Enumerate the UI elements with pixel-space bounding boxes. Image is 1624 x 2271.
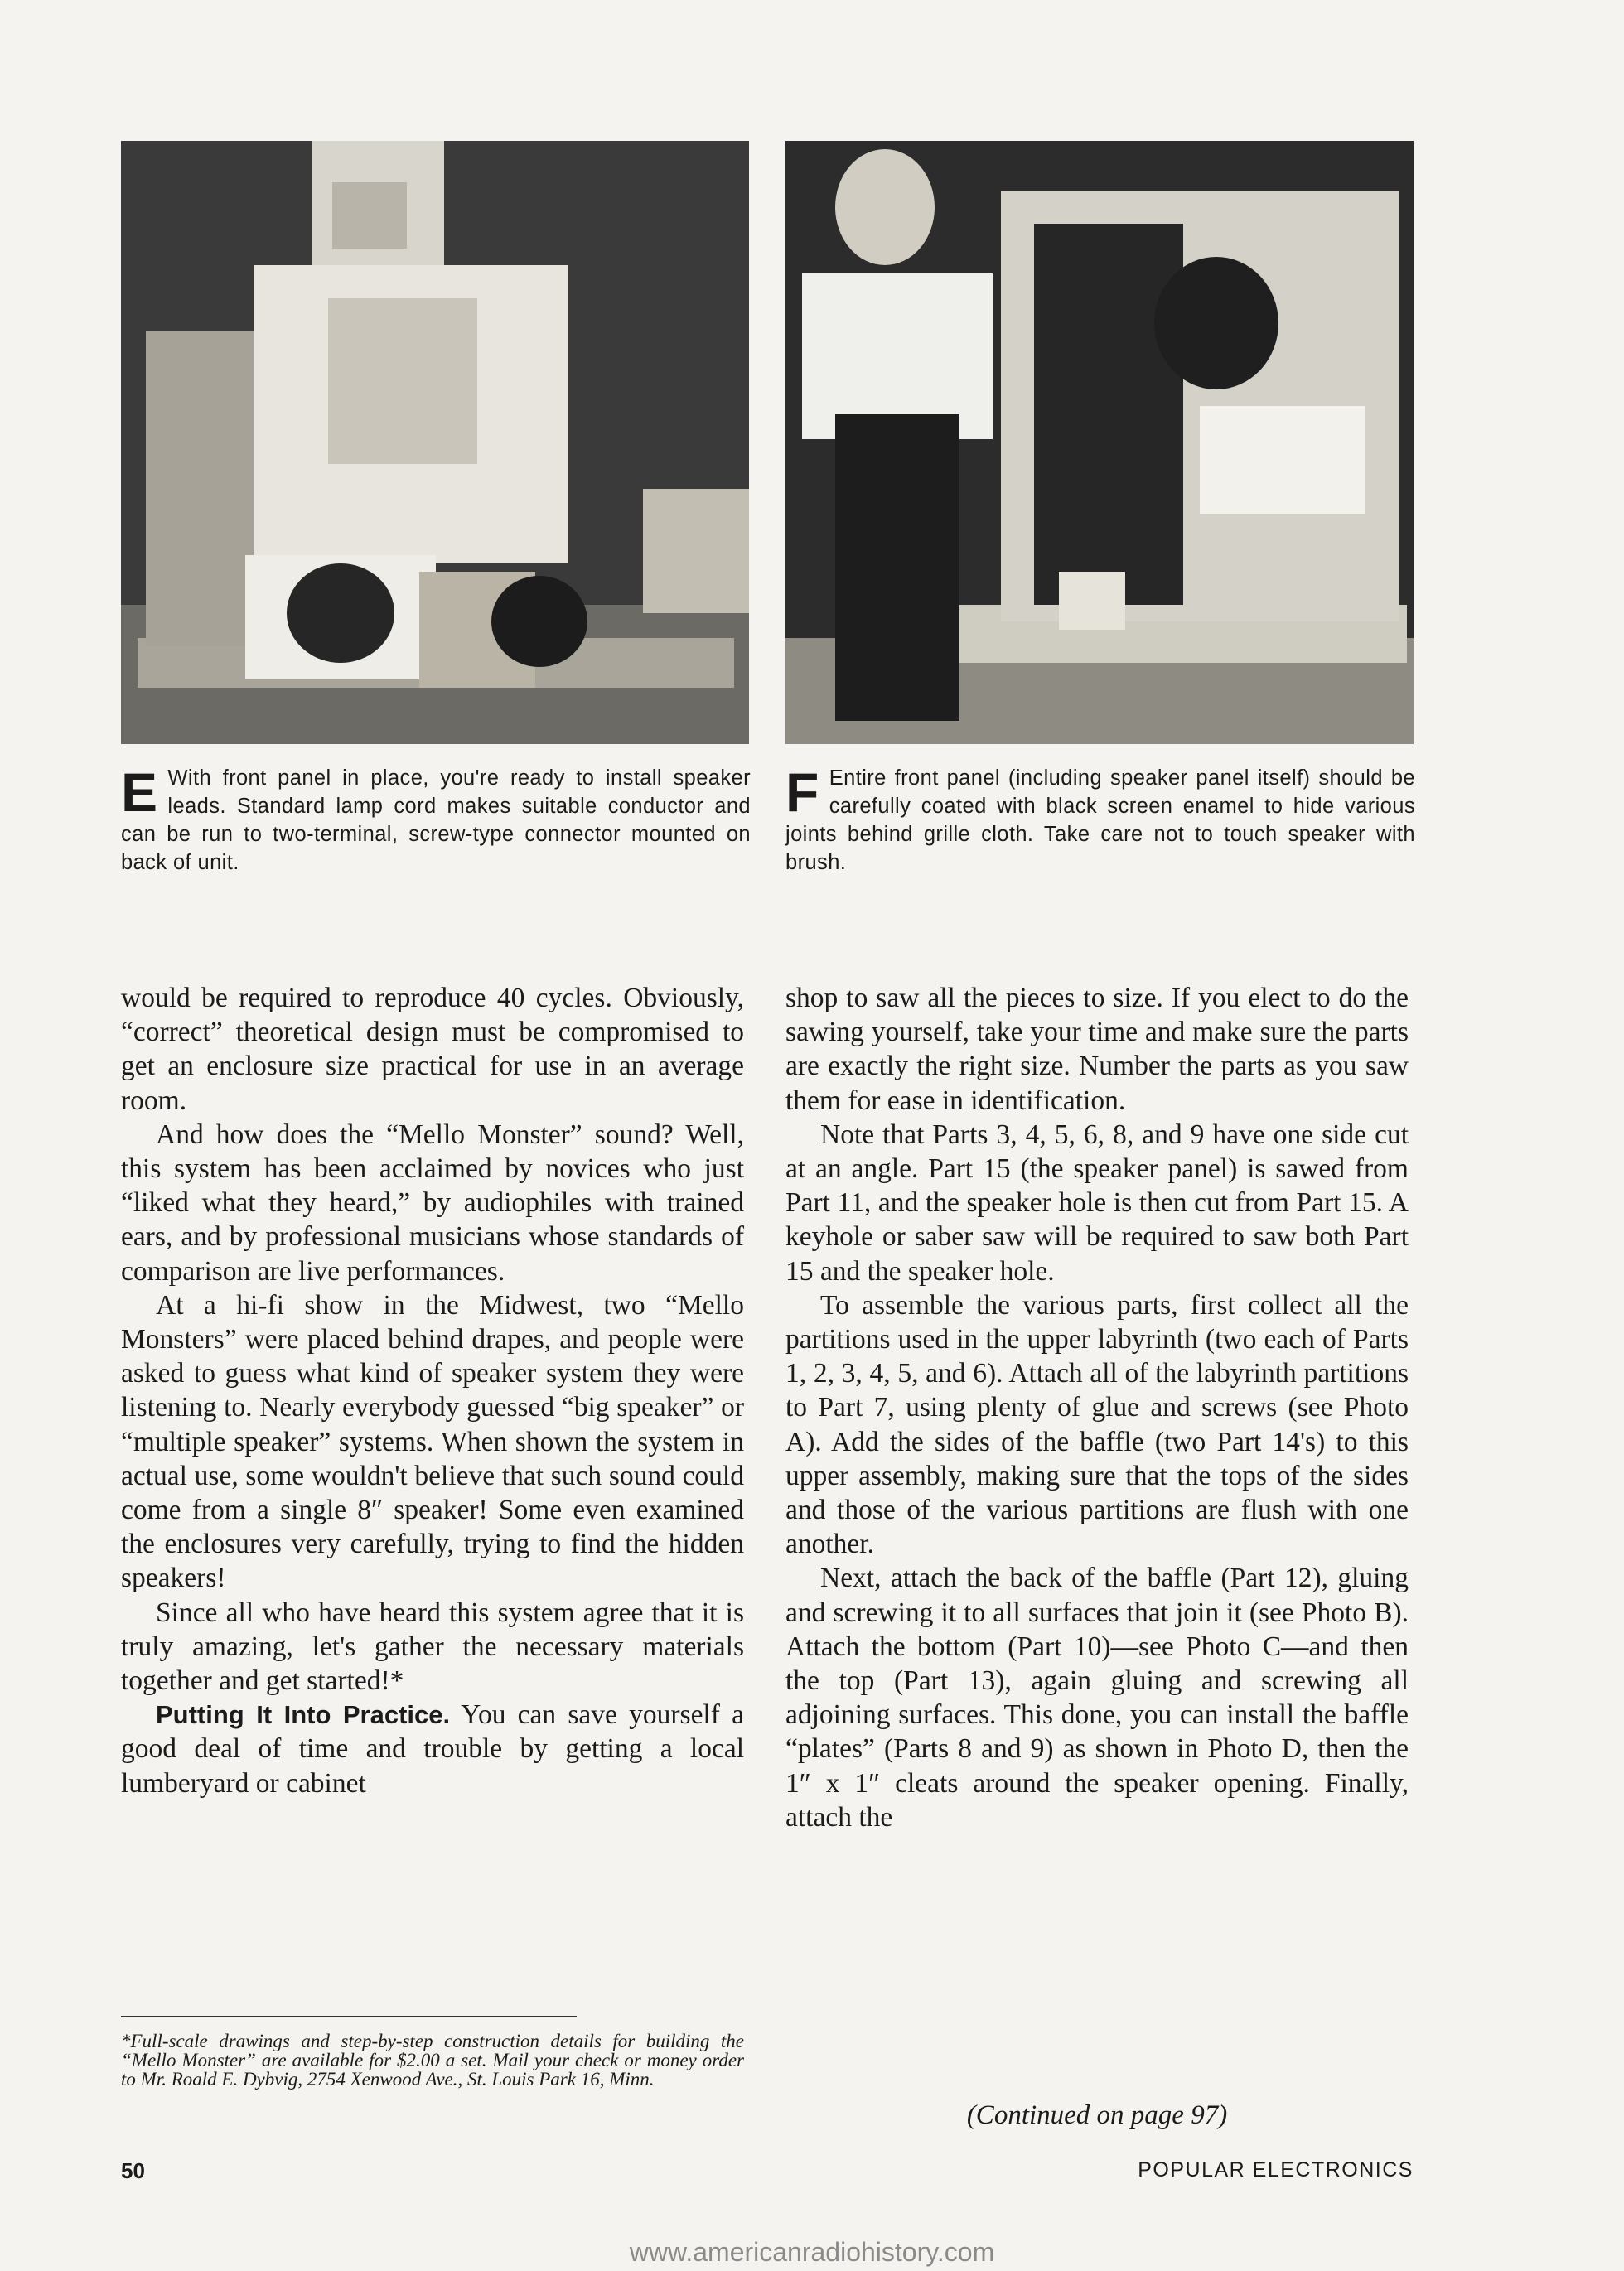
footnote-rule bbox=[121, 2016, 577, 2017]
source-url: www.americanradiohistory.com bbox=[629, 2237, 995, 2267]
photo-e-illustration bbox=[121, 141, 749, 744]
paragraph: At a hi-fi show in the Midwest, two “Mello Monsters” were placed behind drapes, and people were asked to guess what kind of speaker system they were listening to. Nearly everybody guessed “big speaker” or “multiple speaker” systems. When shown the system in actual use, some wouldn't believe that such sound could come from a single 8″ speaker! Some even examined the enclosures very carefully, trying to find the hidden speakers! bbox=[121, 1289, 744, 1594]
photo-e-caption bbox=[121, 761, 751, 877]
paragraph bbox=[121, 1698, 744, 1800]
photo-f-illustration bbox=[785, 141, 1414, 744]
caption-text: Entire front panel (including speaker panel itself) should be carefully coated with black screen enamel to hide various joints behind grille cloth. Take care not to touch speaker with brush. bbox=[785, 766, 1415, 874]
paragraph: shop to saw all the pieces to size. If you elect to do the sawing yourself, take your time and make sure the parts are exactly the right size. Number the parts as you saw them for ease in identification. bbox=[785, 983, 1409, 1116]
photo-e-front-panel-installed bbox=[121, 141, 749, 744]
photo-f-caption bbox=[785, 761, 1415, 877]
paragraph: And how does the “Mello Monster” sound? Well, this system has been acclaimed by novices who just “liked what they heard,” by audiophiles with trained ears, and by professional musicians whose standards of comparison are live performances. bbox=[121, 1119, 744, 1287]
paragraph: would be required to reproduce 40 cycles. Obviously, “correct” theoretical design must be compromised to get an enclosure size practical for use in an average room. bbox=[121, 983, 744, 1116]
caption-text: With front panel in place, you're ready to install speaker leads. Standard lamp cord makes suitable conductor and can be run to two-terminal, screw-type connector mounted on back of unit. bbox=[121, 766, 751, 874]
right-column bbox=[785, 981, 1409, 1834]
paragraph: Since all who have heard this system agree that it is truly amazing, let's gather the necessary materials together and get started!* bbox=[121, 1597, 744, 1697]
left-column bbox=[121, 981, 744, 1800]
paragraph: Note that Parts 3, 4, 5, 6, 8, and 9 have one side cut at an angle. Part 15 (the speaker panel) is sawed from Part 11, and the speaker hole is then cut from Part 15. A keyhole or saber saw will be required to saw both Part 15 and the speaker hole. bbox=[785, 1119, 1409, 1287]
paragraph: Next, attach the back of the baffle (Part 12), gluing and screwing it to all surfaces that join it (see Photo B). Attach the bottom (Part 10)—see Photo C—and then the top (Part 13), again gluing and screwing all adjoining surfaces. This done, you can install the baffle “plates” (Parts 8 and 9) as shown in Photo D, then the 1″ x 1″ cleats around the speaker opening. Finally, attach the bbox=[785, 1563, 1409, 1833]
caption-letter: E bbox=[121, 761, 158, 823]
continued-note: (Continued on page 97) bbox=[966, 2100, 1228, 2130]
photo-f-painting-front-panel bbox=[785, 141, 1414, 744]
page-number: 50 bbox=[121, 2158, 145, 2183]
caption-letter: F bbox=[785, 761, 819, 823]
magazine-name: POPULAR ELECTRONICS bbox=[1138, 2158, 1414, 2182]
section-heading: Putting It Into Practice. bbox=[156, 1700, 451, 1730]
paragraph: To assemble the various parts, first collect all the partitions used in the upper labyrinth (two each of Parts 1, 2, 3, 4, 5, and 6). Attach all of the labyrinth partitions to Part 7, using plenty of glue and screws (see Photo A). Add the sides of the baffle (two Part 14's) to this upper assembly, making sure that the tops of the sides and those of the various partitions are flush with one another. bbox=[785, 1289, 1409, 1560]
paragraph-text: You can save yourself a good deal of time and trouble by getting a local lumberyard or cabinet bbox=[121, 1699, 744, 1799]
footnote: *Full-scale drawings and step-by-step construction details for building the “Mello Monster” are available for $2.00 a set. Mail your check or money order to Mr. Roald E. Dybvig, 2754 Xenwood Ave., St. Louis Park 16, Minn. bbox=[121, 2031, 744, 2090]
